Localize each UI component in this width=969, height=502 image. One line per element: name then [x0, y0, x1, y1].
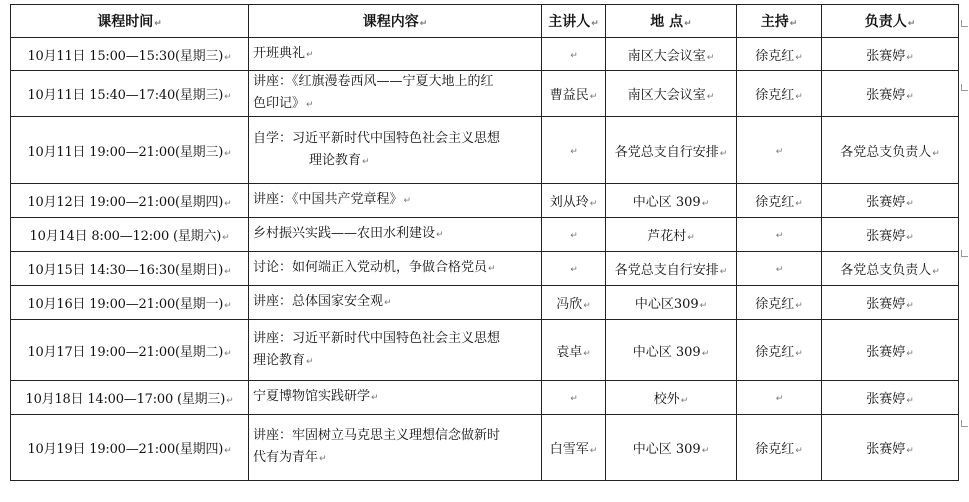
- table-row: [11, 286, 959, 320]
- cell-host: 徐克红↵: [737, 38, 822, 71]
- paragraph-mark: ↵: [570, 394, 578, 404]
- paragraph-mark: ↵: [224, 92, 232, 102]
- cell-location: 各党总支自行安排↵: [606, 117, 737, 184]
- cell-content: 讨论：如何端正入党动机，争做合格党员↵: [249, 252, 542, 286]
- paragraph-mark: ↵: [906, 52, 914, 63]
- cell-time: 10月11日 15:00—15:30(星期三)↵: [11, 38, 249, 71]
- cell-location: 各党总支自行安排↵: [606, 252, 737, 286]
- paragraph-mark: ↵: [906, 199, 914, 209]
- paragraph-mark: ↵: [701, 446, 710, 456]
- paragraph-mark: ↵: [570, 231, 578, 241]
- cell-host: [737, 381, 822, 415]
- paragraph-mark: ↵: [384, 298, 392, 308]
- cell-location: 南区大会议室↵: [606, 71, 737, 117]
- paragraph-mark: ↵: [680, 396, 689, 406]
- cell-host: 徐克红↵: [737, 415, 822, 481]
- cell-speaker: [542, 117, 606, 184]
- paragraph-mark: ↵: [371, 393, 379, 403]
- paragraph-mark: ↵: [775, 231, 784, 241]
- cell-content: 自学：习近平新时代中国特色社会主义思想 理论教育↵: [249, 117, 542, 184]
- paragraph-mark: ↵: [795, 348, 803, 359]
- cell-end-marker: [961, 250, 968, 257]
- paragraph-mark: ↵: [403, 196, 412, 206]
- cell-content: 讲座：习近平新时代中国特色社会主义思想 理论教育↵: [249, 320, 542, 381]
- cell-content: 乡村振兴实践——农田水利建设↵: [249, 218, 542, 252]
- paragraph-mark: ↵: [224, 199, 232, 209]
- cell-speaker: [542, 218, 606, 252]
- paragraph-mark: ↵: [589, 92, 598, 102]
- cell-owner: 张赛婷↵: [822, 184, 959, 218]
- cell-host: 徐克红↵: [737, 286, 822, 320]
- paragraph-mark: ↵: [775, 394, 784, 404]
- cell-time: 10月16日 19:00—21:00(星期一)↵: [11, 286, 249, 320]
- cell-time: 10月18日 14:00—17:00 (星期三)↵: [11, 381, 249, 415]
- cell-location: 中心区 309↵: [606, 184, 737, 218]
- paragraph-mark: ↵: [226, 396, 234, 406]
- cell-location: 中心区309↵: [606, 286, 737, 320]
- cell-time: 10月17日 19:00—21:00(星期二)↵: [11, 320, 249, 381]
- cell-content: 讲座：牢固树立马克思主义理想信念做新时 代有为青年↵: [249, 415, 542, 481]
- paragraph-mark: ↵: [906, 348, 914, 359]
- paragraph-mark: ↵: [570, 50, 578, 61]
- paragraph-mark: ↵: [775, 265, 784, 275]
- header-owner: 负责人↵: [822, 5, 959, 38]
- paragraph-mark: ↵: [906, 301, 914, 311]
- table-row: [11, 320, 959, 381]
- paragraph-mark: ↵: [319, 454, 327, 464]
- paragraph-mark: ↵: [706, 92, 715, 102]
- cell-location: 中心区 309↵: [606, 415, 737, 481]
- cell-content: 讲座：《中国共产党章程》↵: [249, 184, 542, 218]
- cell-speaker: [542, 38, 606, 71]
- cell-host: [737, 218, 822, 252]
- paragraph-mark: ↵: [906, 446, 914, 456]
- table-row: [11, 415, 959, 481]
- cell-speaker: 冯欣↵: [542, 286, 606, 320]
- header-speaker: 主讲人↵: [542, 5, 606, 38]
- header-location: 地 点↵: [606, 5, 737, 38]
- cell-time: 10月15日 14:30—16:30(星期日)↵: [11, 252, 249, 286]
- paragraph-mark: ↵: [306, 49, 314, 60]
- cell-owner: 张赛婷↵: [822, 381, 959, 415]
- table-row: [11, 184, 959, 218]
- paragraph-mark: ↵: [583, 301, 591, 311]
- cell-location: 校外↵: [606, 381, 737, 415]
- cell-speaker: 曹益民↵: [542, 71, 606, 117]
- cell-host: 徐克红↵: [737, 71, 822, 117]
- paragraph-mark: ↵: [570, 146, 578, 157]
- paragraph-mark: ↵: [570, 265, 578, 275]
- paragraph-mark: ↵: [362, 156, 370, 167]
- paragraph-mark: ↵: [795, 199, 803, 209]
- cell-content: 宁夏博物馆实践研学↵: [249, 381, 542, 415]
- cell-owner: 张赛婷↵: [822, 71, 959, 117]
- paragraph-mark: ↵: [701, 199, 710, 209]
- cell-host: 徐克红↵: [737, 320, 822, 381]
- header-content: 课程内容↵: [249, 5, 542, 38]
- paragraph-mark: ↵: [932, 267, 940, 277]
- paragraph-mark: ↵: [906, 396, 914, 406]
- cell-owner: 张赛婷↵: [822, 286, 959, 320]
- cell-host: 徐克红↵: [737, 184, 822, 218]
- cell-owner: 张赛婷↵: [822, 320, 959, 381]
- paragraph-mark: ↵: [795, 52, 803, 63]
- paragraph-mark: ↵: [224, 446, 232, 456]
- table-row: [11, 218, 959, 252]
- cell-time: 10月19日 19:00—21:00(星期四)↵: [11, 415, 249, 481]
- paragraph-mark: ↵: [906, 92, 914, 102]
- table-row: [11, 38, 959, 71]
- cell-end-marker: [961, 20, 968, 27]
- paragraph-mark: ↵: [306, 100, 314, 110]
- paragraph-mark: ↵: [719, 267, 728, 277]
- paragraph-mark: ↵: [699, 301, 708, 311]
- cell-content: 讲座：总体国家安全观↵: [249, 286, 542, 320]
- table-row: [11, 71, 959, 117]
- table-row: [11, 381, 959, 415]
- paragraph-mark: ↵: [701, 348, 710, 359]
- paragraph-mark: ↵: [719, 148, 728, 159]
- cell-owner: 张赛婷↵: [822, 38, 959, 71]
- cell-speaker: 刘从玲↵: [542, 184, 606, 218]
- cell-time: 10月11日 19:00—21:00(星期三)↵: [11, 117, 249, 184]
- cell-end-marker: [961, 420, 968, 427]
- cell-location: 芦花村↵: [606, 218, 737, 252]
- paragraph-mark: ↵: [687, 233, 695, 243]
- paragraph-mark: ↵: [224, 148, 232, 159]
- paragraph-mark: ↵: [436, 230, 444, 240]
- paragraph-mark: ↵: [795, 446, 803, 456]
- cell-location: 南区大会议室↵: [606, 38, 737, 71]
- paragraph-mark: ↵: [589, 446, 598, 456]
- cell-owner: 各党总支负责人↵: [822, 117, 959, 184]
- cell-host: [737, 117, 822, 184]
- header-host: 主持↵: [737, 5, 822, 38]
- cell-content: 开班典礼↵: [249, 38, 542, 71]
- header-time: 课程时间↵: [11, 5, 249, 38]
- cell-speaker: [542, 252, 606, 286]
- table-row: [11, 117, 959, 184]
- paragraph-mark: ↵: [775, 146, 784, 157]
- paragraph-mark: ↵: [589, 199, 598, 209]
- paragraph-mark: ↵: [224, 267, 232, 277]
- paragraph-mark: ↵: [224, 301, 232, 311]
- cell-end-marker: [961, 84, 968, 91]
- course-schedule-table: [10, 4, 959, 481]
- paragraph-mark: ↵: [222, 233, 230, 243]
- cell-owner: 张赛婷↵: [822, 218, 959, 252]
- cell-host: [737, 252, 822, 286]
- cell-speaker: 袁卓↵: [542, 320, 606, 381]
- cell-time: 10月14日 8:00—12:00 (星期六)↵: [11, 218, 249, 252]
- paragraph-mark: ↵: [306, 356, 314, 367]
- paragraph-mark: ↵: [795, 301, 803, 311]
- cell-location: 中心区 309↵: [606, 320, 737, 381]
- paragraph-mark: ↵: [795, 92, 803, 102]
- paragraph-mark: ↵: [932, 148, 940, 159]
- table-row: [11, 252, 959, 286]
- cell-content: 讲座：《红旗漫卷西风——宁夏大地上的红 色印记》↵: [249, 71, 542, 117]
- paragraph-mark: ↵: [706, 52, 715, 63]
- header-row: [11, 5, 959, 38]
- cell-owner: 张赛婷↵: [822, 415, 959, 481]
- paragraph-mark: ↵: [488, 264, 496, 274]
- paragraph-mark: ↵: [224, 52, 232, 63]
- cell-speaker: [542, 381, 606, 415]
- cell-time: 10月11日 15:40—17:40(星期三)↵: [11, 71, 249, 117]
- paragraph-mark: ↵: [583, 348, 591, 359]
- cell-time: 10月12日 19:00—21:00(星期四)↵: [11, 184, 249, 218]
- cell-owner: 各党总支负责人↵: [822, 252, 959, 286]
- cell-speaker: 白雪军↵: [542, 415, 606, 481]
- paragraph-mark: ↵: [224, 348, 232, 359]
- paragraph-mark: ↵: [906, 233, 914, 243]
